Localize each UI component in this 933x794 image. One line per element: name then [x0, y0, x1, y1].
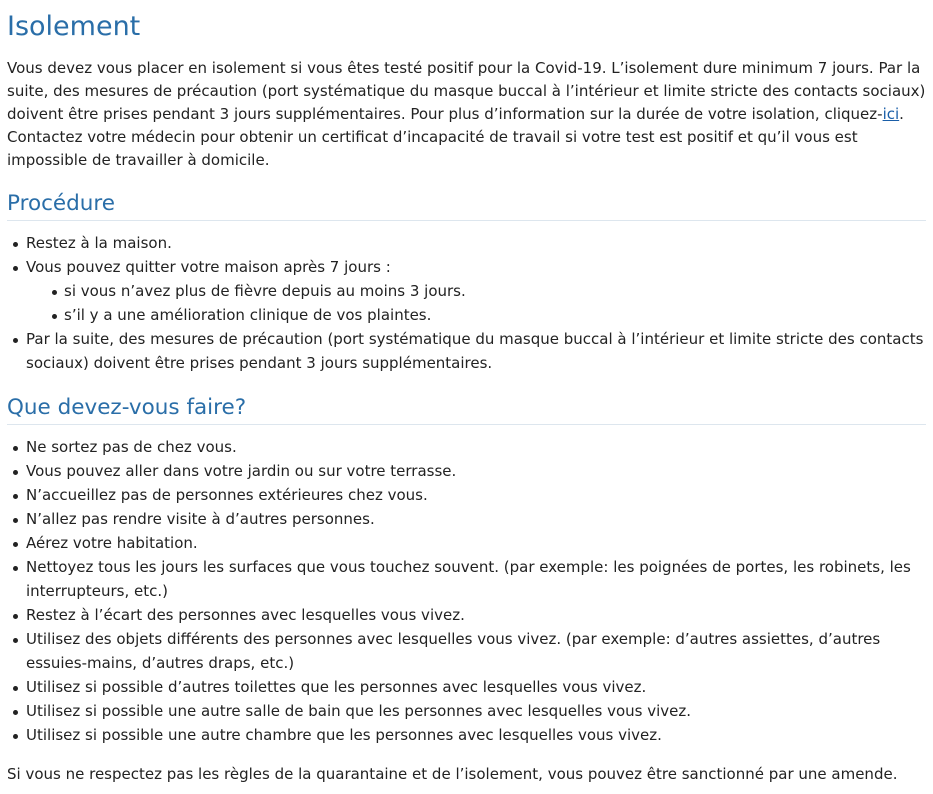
list-item: N’allez pas rendre visite à d’autres personnes.: [7, 507, 926, 531]
duration-info-link[interactable]: ici: [882, 105, 900, 123]
list-item: Nettoyez tous les jours les surfaces que vous touchez souvent. (par exemple: les poignées de portes, les robinets, les interrupteurs, etc.): [7, 555, 926, 603]
list-item: Ne sortez pas de chez vous.: [7, 435, 926, 459]
what-to-do-heading: Que devez-vous faire?: [7, 394, 926, 425]
list-item: Aérez votre habitation.: [7, 531, 926, 555]
list-item: Par la suite, des mesures de précaution (port systématique du masque buccal à l’intérieur et limite stricte des contacts sociaux) doivent être prises pendant 3 jours supplémentaires.: [7, 327, 926, 375]
list-item: N’accueillez pas de personnes extérieures chez vous.: [7, 483, 926, 507]
list-item: [7, 255, 926, 327]
list-item: Utilisez si possible d’autres toilettes que les personnes avec lesquelles vous vivez.: [7, 675, 926, 699]
intro-text: Vous devez vous placer en isolement si vous êtes testé positif pour la Covid-19. L’isolement dure minimum 7 jours. Par la suite, des mesures de précaution (port systématique du masque buccal à l’intérieur et limite stricte des contacts sociaux) doivent être prises pendant 3 jours supplémentaires. Pour plus d’information sur la durée de votre isolation, cliquez-: [7, 59, 926, 123]
list-item: Restez à l’écart des personnes avec lesquelles vous vivez.: [7, 603, 926, 627]
closing-paragraph: Si vous ne respectez pas les règles de la quarantaine et de l’isolement, vous pouvez être sanctionné par une amende.: [7, 765, 898, 783]
procedure-sublist: [26, 279, 926, 327]
procedure-heading: Procédure: [7, 190, 926, 221]
intro-text-continued: . Contactez votre médecin pour obtenir un certificat d’incapacité de travail si votre test est positif et qu’il vous est impossible de travailler à domicile.: [7, 105, 904, 169]
list-item: Utilisez si possible une autre chambre que les personnes avec lesquelles vous vivez.: [7, 723, 926, 747]
page-title: Isolement: [7, 11, 141, 42]
what-to-do-list: [7, 435, 926, 747]
list-item: Restez à la maison.: [7, 231, 926, 255]
list-item: Vous pouvez aller dans votre jardin ou sur votre terrasse.: [7, 459, 926, 483]
list-item: Utilisez si possible une autre salle de bain que les personnes avec lesquelles vous vivez.: [7, 699, 926, 723]
sublist-item: si vous n’avez plus de fièvre depuis au moins 3 jours.: [26, 279, 926, 303]
list-item: Utilisez des objets différents des personnes avec lesquelles vous vivez. (par exemple: d’autres assiettes, d’autres essuies-mains, d’autres draps, etc.): [7, 627, 926, 675]
procedure-list: [7, 231, 926, 375]
list-item-text: Vous pouvez quitter votre maison après 7 jours :: [26, 258, 391, 276]
sublist-item: s’il y a une amélioration clinique de vos plaintes.: [26, 303, 926, 327]
intro-paragraph: [7, 57, 926, 172]
